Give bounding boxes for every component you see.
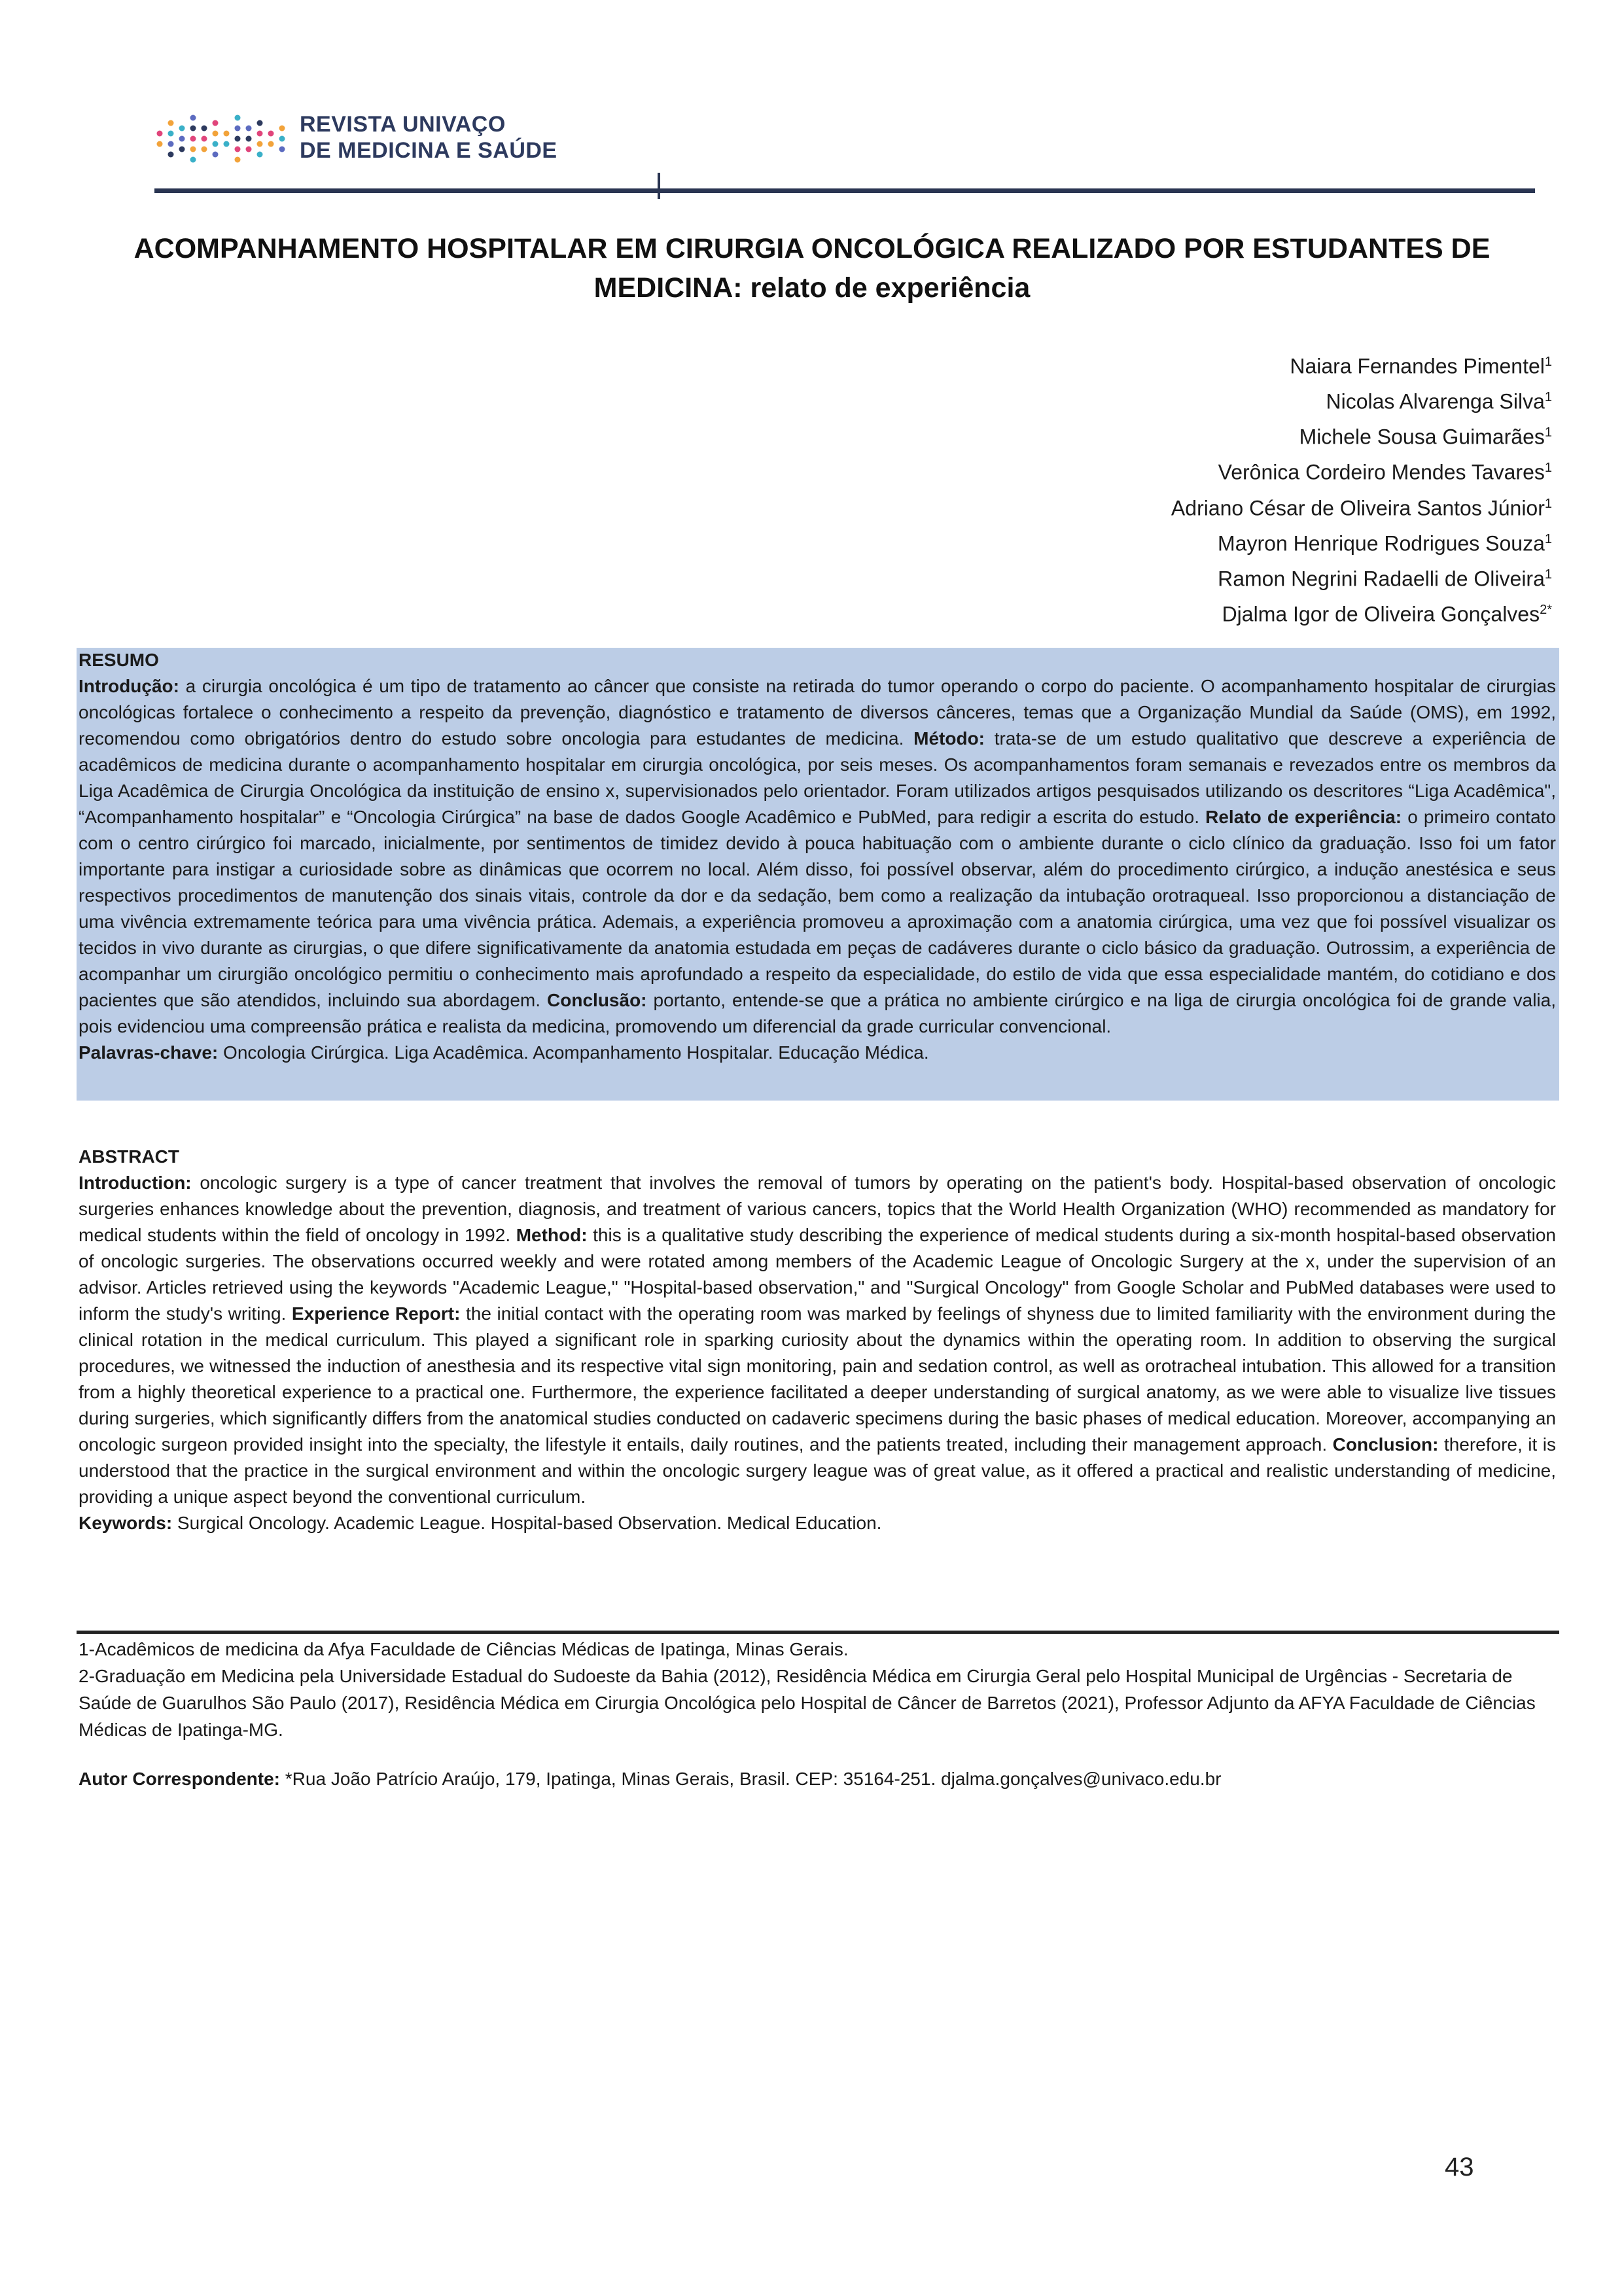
logo-dot <box>213 141 219 147</box>
abstract-heading: ABSTRACT <box>79 1146 179 1167</box>
logo-dot <box>202 136 207 142</box>
author: Mayron Henrique Rodrigues Souza$^1$ <box>1218 531 1552 556</box>
author: Djalma Igor de Oliveira Gonçalves$^{2*}$ <box>1222 602 1552 626</box>
journal-header <box>154 102 1535 200</box>
logo-dot <box>279 126 285 132</box>
resumo-keywords: Palavras-chave: Oncologia Cirúrgica. Liga Acadêmica. Acompanhamento Hospitalar. Educação Médica. <box>79 1042 929 1063</box>
logo-dot <box>246 136 252 142</box>
logo-dot <box>179 147 185 152</box>
corresponding-author <box>79 1765 1556 1792</box>
logo-dot <box>235 115 241 121</box>
header-divider-tick <box>658 173 660 199</box>
logo-dot <box>190 147 196 152</box>
logo-dot <box>235 147 241 152</box>
logo-dot <box>202 147 207 152</box>
logo-dot <box>268 131 274 137</box>
logo-dot <box>224 141 230 147</box>
article-title-line1: ACOMPANHAMENTO HOSPITALAR EM CIRURGIA ONCOLÓGICA REALIZADO POR ESTUDANTES DE <box>133 233 1491 264</box>
logo-dot <box>168 141 174 147</box>
logo-dot <box>190 115 196 121</box>
logo-dot <box>235 157 241 163</box>
logo-dot <box>179 126 185 132</box>
logo-dot <box>190 126 196 132</box>
logo-dot <box>257 120 263 126</box>
author: Nicolas Alvarenga Silva$^1$ <box>1326 389 1552 414</box>
article-title <box>131 229 1493 308</box>
page-number: 43 <box>1445 2153 1474 2181</box>
logo-dot <box>213 152 219 158</box>
journal-name-line1: REVISTA UNIVAÇO <box>300 112 506 137</box>
logo-dot <box>279 147 285 152</box>
author: Michele Sousa Guimarães$^1$ <box>1299 425 1552 449</box>
logo-dot <box>202 126 207 132</box>
logo-dot <box>179 136 185 142</box>
journal-logo-icon <box>154 109 292 169</box>
logo-dot <box>268 141 274 147</box>
footnote-divider <box>77 1631 1559 1634</box>
abstract-section <box>79 1144 1556 1536</box>
footnotes <box>79 1636 1556 1743</box>
resumo-section <box>79 647 1556 1066</box>
article-title-line2: MEDICINA: relato de experiência <box>593 272 1031 304</box>
logo-dot <box>235 126 241 132</box>
logo-dot <box>235 136 241 142</box>
logo-dot <box>213 131 219 137</box>
journal-name-line2: DE MEDICINA E SAÚDE <box>300 138 557 163</box>
author: Adriano César de Oliveira Santos Júnior$^1$ <box>1171 496 1552 520</box>
resumo-heading: RESUMO <box>79 650 159 670</box>
logo-dot <box>168 131 174 137</box>
logo-dot <box>157 141 163 147</box>
resumo-body: Introdução: a cirurgia oncológica é um tipo de tratamento ao câncer que consiste na retirada do tumor operando o corpo do paciente. O acompanhamento hospitalar de cirurgias oncológicas fortalece o conhecimento a respeito da prevenção, diagnóstico e tratamento de diversos cânceres, temas que a Organização Mundial da Saúde (OMS), em 1992, recomendou como obrigatórios dentro do estudo sobre oncologia para estudantes de medicina. Método: trata-se de um estudo qualitativo que descreve a experiência de acadêmicos de medicina durante o acompanhamento hospitalar em cirurgia oncológica, por seis meses. Os acompanhamentos foram semanais e revezados entre os membros da Liga Acadêmica de Cirurgia Oncológica da instituição de ensino x, supervisionados pelo orientador. Foram utilizados artigos pesquisados utilizando os descritores “Liga Acadêmica", “Acompanhamento hospitalar” e “Oncologia Cirúrgica” na base de dados Google Acadêmico e PubMed, para redigir a escrita do estudo. Relato de experiência: o primeiro contato com o centro cirúrgico foi marcado, inicialmente, por sentimentos de timidez devido à pouca habituação com o ambiente durante o ciclo clínico da graduação. Isso foi um fator importante para instigar a curiosidade sobre as dinâmicas que ocorrem no local. Além disso, foi possível observar, além do procedimento cirúrgico, a indução anestésica e seus respectivos procedimentos de manutenção dos sinais vitais, controle da dor e da sedação, bem como a realização da intubação orotraqueal. Isso proporcionou a distanciação de uma vivência extremamente teórica para uma vivência prática. Ademais, a experiência promoveu a aproximação com a anatomia cirúrgica, uma vez que foi possível visualizar os tecidos in vivo durante as cirurgias, o que difere significativamente da anatomia estudada em peças de cadáveres durante o ciclo básico da graduação. Outrossim, a experiência de acompanhar um cirurgião oncológico permitiu o conhecimento mais aprofundado a respeito da especialidade, do estilo de vida que essa especialidade mantém, do cotidiano e dos pacientes que são atendidos, incluindo sua abordagem. Conclusão: portanto, entende-se que a prática no ambiente cirúrgico e na liga de cirurgia oncológica foi de grande valia, pois evidenciou uma compreensão prática e realista da medicina, promovendo um diferencial da grade curricular convencional. <box>79 676 1557 1036</box>
author-list <box>1171 347 1552 630</box>
corresponding-author-text: *Rua João Patrício Araújo, 179, Ipatinga, Minas Gerais, Brasil. CEP: 35164-251. djalma.gonçalves@univaco.edu.br <box>280 1769 1222 1789</box>
logo-dot <box>168 120 174 126</box>
author: Naiara Fernandes Pimentel$^1$ <box>1290 354 1552 378</box>
logo-dot <box>224 131 230 137</box>
logo-dot <box>246 147 252 152</box>
abstract-keywords: Keywords: Surgical Oncology. Academic League. Hospital-based Observation. Medical Education. <box>79 1513 882 1533</box>
logo-dot <box>168 152 174 158</box>
author: Verônica Cordeiro Mendes Tavares$^1$ <box>1218 461 1552 485</box>
logo-dot <box>157 131 163 137</box>
header-divider <box>154 188 1535 193</box>
corresponding-author-label: Autor Correspondente: <box>79 1769 280 1789</box>
logo-dot <box>190 157 196 163</box>
logo-dot <box>257 152 263 158</box>
footnote-1: 1-Acadêmicos de medicina da Afya Faculdade de Ciências Médicas de Ipatinga, Minas Gerais. <box>79 1639 849 1659</box>
logo-dot <box>190 136 196 142</box>
logo-dot <box>279 136 285 142</box>
footnote-2: 2-Graduação em Medicina pela Universidade Estadual do Sudoeste da Bahia (2012), Residência Médica em Cirurgia Geral pelo Hospital Municipal de Urgências - Secretaria de Saúde de Guarulhos São Paulo (2017), Residência Médica em Cirurgia Oncológica pelo Hospital de Câncer de Barretos (2021), Professor Adjunto da AFYA Faculdade de Ciências Médicas de Ipatinga-MG. <box>79 1666 1536 1740</box>
journal-name <box>300 111 557 164</box>
logo-dot <box>257 141 263 147</box>
logo-dot <box>257 131 263 137</box>
abstract-body: Introduction: oncologic surgery is a type of cancer treatment that involves the removal of tumors by operating on the patient's body. Hospital-based observation of oncologic surgeries enhances knowledge about the prevention, diagnosis, and treatment of various cancers, topics that the World Health Organization (WHO) recommended as mandatory for medical students within the field of oncology in 1992. Method: this is a qualitative study describing the experience of medical students during a six-month hospital-based observation of oncologic surgeries. The observations occurred weekly and were rotated among members of the Academic League of Oncologic Surgery at the x, under the supervision of an advisor. Articles retrieved using the keywords "Academic League," "Hospital-based observation," and "Surgical Oncology" from Google Scholar and PubMed databases were used to inform the study's writing. Experience Report: the initial contact with the operating room was marked by feelings of shyness due to limited familiarity with the environment during the clinical rotation in the medical curriculum. This played a significant role in sparking curiosity about the dynamics within the operating room. In addition to observing the surgical procedures, we witnessed the induction of anesthesia and its respective vital sign monitoring, pain and sedation control, as well as orotracheal intubation. This allowed for a transition from a highly theoretical experience to a practical one. Furthermore, the experience facilitated a deeper understanding of surgical anatomy, as we were able to visualize live tissues during surgeries, which significantly differs from the anatomical studies conducted on cadaveric specimens during the basic phases of medical education. Moreover, accompanying an oncologic surgeon provided insight into the specialty, the lifestyle it entails, daily routines, and the patients treated, including their management approach. Conclusion: therefore, it is understood that the practice in the surgical environment and within the oncologic surgery league was of great value, as it offered a practical and realistic understanding of medicine, providing a unique aspect beyond the conventional curriculum. <box>79 1173 1557 1507</box>
author: Ramon Negrini Radaelli de Oliveira$^1$ <box>1218 567 1552 591</box>
logo-dot <box>246 126 252 132</box>
logo-dot <box>213 120 219 126</box>
